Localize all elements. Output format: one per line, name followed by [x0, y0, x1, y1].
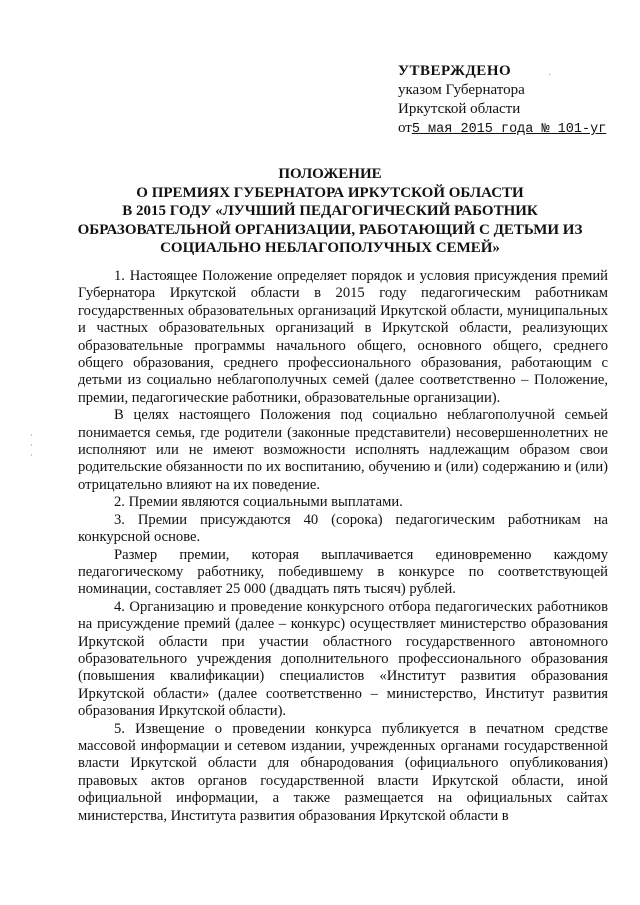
- approval-line-region: Иркутской области: [398, 101, 521, 117]
- paragraph: 3. Премии присуждаются 40 (сорока) педагогическим работникам на конкурсной основе.: [78, 511, 608, 546]
- paragraph: 2. Премии являются социальными выплатами.: [114, 494, 403, 511]
- paragraph: 1. Настоящее Положение определяет порядок и условия присуждения премий Губернатора Иркутской области в 2015 году педагогическим работникам государственных образовательных организаций Иркутской области, муниципальных и частных образовательных организаций в Иркутской области, реализующих образовательные программы начального общего, основного общего, среднего общего образования, среднего профессионального образования, работающим с детьми из социально неблагополучных семей (далее соответственно – Положение, премии, педагогические работники, образовательные организации).: [78, 268, 608, 406]
- approval-title: УТВЕРЖДЕНО: [398, 63, 512, 79]
- paragraph: В целях настоящего Положения под социально неблагополучной семьей понимается семья, где родители (законные представители) несовершеннолетних не исполняют или не имеют возможности исполнять надлежащим образом свои родительские обязанности по их воспитанию, обучению и (или) содержанию и (или) отрицательно влияют на их поведение.: [78, 407, 608, 493]
- approval-from: от: [398, 120, 412, 136]
- paragraph: 5. Извещение о проведении конкурса публикуется в печатном средстве массовой информации и сетевом издании, учрежденных органами государственной власти Иркутской области для обнародования (официального опубликования) правовых актов органов государственной власти Иркутской области, иной официальной информации, а также размещается на официальных сайтах министерства, Института развития образования Иркутской области в: [78, 720, 608, 824]
- paragraph: Размер премии, которая выплачивается единовременно каждому педагогическому работнику, победившему в конкурсе по соответствующей номинации, составляет 25 000 (двадцать пять тысяч) рублей.: [78, 546, 608, 598]
- approval-date-line: [398, 119, 628, 139]
- approval-date-number: 5 мая 2015 года № 101-уг: [411, 122, 607, 137]
- document-body: [78, 268, 608, 825]
- approval-line-decree: указом Губернатора: [398, 82, 525, 98]
- approval-stamp: [398, 62, 628, 139]
- scan-dot: ·: [548, 70, 552, 81]
- heading-line-4: ОБРАЗОВАТЕЛЬНОЙ ОРГАНИЗАЦИИ, РАБОТАЮЩИЙ С ДЕТЬМИ ИЗ: [77, 221, 583, 238]
- scan-margin-mark: · · ·: [30, 430, 33, 460]
- heading-line-2: О ПРЕМИЯХ ГУБЕРНАТОРА ИРКУТСКОЙ ОБЛАСТИ: [136, 184, 524, 201]
- heading-line-3: В 2015 ГОДУ «ЛУЧШИЙ ПЕДАГОГИЧЕСКИЙ РАБОТНИК: [122, 203, 538, 219]
- heading-line-5: СОЦИАЛЬНО НЕБЛАГОПОЛУЧНЫХ СЕМЕЙ»: [160, 240, 500, 256]
- document-heading: [60, 165, 600, 258]
- heading-line-1: ПОЛОЖЕНИЕ: [278, 166, 382, 182]
- paragraph: 4. Организацию и проведение конкурсного отбора педагогических работников на присуждение премий (далее – конкурс) осуществляет министерство образования Иркутской области при участии областного государственного автономного образовательного учреждения дополнительного профессионального образования (повышения квалификации) специалистов «Институт развития образования Иркутской области» (далее соответственно – министерство, Институт развития образования Иркутской области).: [78, 598, 608, 720]
